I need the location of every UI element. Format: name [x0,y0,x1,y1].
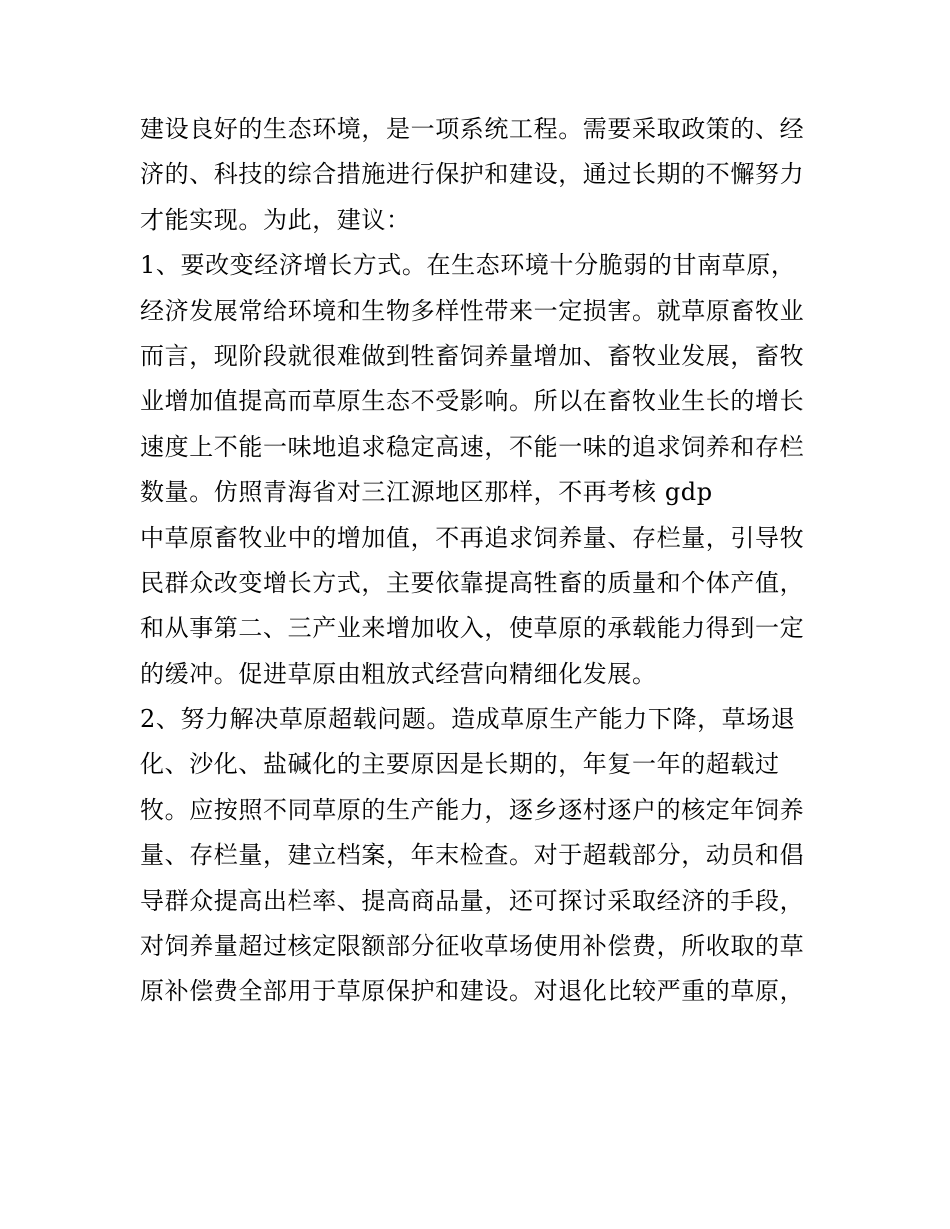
text-line: 1、要改变经济增长方式。在生态环境十分脆弱的甘南草原， [140,251,796,280]
text-line: 经济发展常给环境和生物多样性带来一定损害。就草原畜牧业 [140,296,805,325]
text-line: 的缓冲。促进草原由粗放式经营向精细化发展。 [140,659,657,688]
text-line: 原补偿费全部用于草原保护和建设。对退化比较严重的草原， [140,977,805,1006]
text-line: 速度上不能一味地追求稳定高速，不能一味的追求饲养和存栏 [140,432,805,461]
text-line: 2、努力解决草原超载问题。造成草原生产能力下降，草场退 [140,705,796,734]
text-line: 化、沙化、盐碱化的主要原因是长期的，年复一年的超载过 [140,750,780,779]
text-line: 数量。仿照青海省对三江源地区那样，不再考核 gdp [140,478,713,507]
text-line: 导群众提高出栏率、提高商品量，还可探讨采取经济的手段， [140,886,805,915]
text-line: 业增加值提高而草原生态不受影响。所以在畜牧业生长的增长 [140,387,805,416]
text-line: 和从事第二、三产业来增加收入，使草原的承载能力得到一定 [140,614,805,643]
text-line: 中草原畜牧业中的增加值，不再追求饲养量、存栏量，引导牧 [140,523,805,552]
text-line: 民群众改变增长方式，主要依靠提高牲畜的质量和个体产值， [140,568,805,597]
text-line: 建设良好的生态环境，是一项系统工程。需要采取政策的、经 [140,115,805,143]
text-line: 对饲养量超过核定限额部分征收草场使用补偿费，所收取的草 [140,932,805,961]
text-line: 济的、科技的综合措施进行保护和建设，通过长期的不懈努力 [140,160,805,189]
document-body [140,107,830,1015]
text-line: 才能实现。为此，建议： [140,205,411,234]
text-line: 而言，现阶段就很难做到牲畜饲养量增加、畜牧业发展，畜牧 [140,341,805,370]
text-line: 量、存栏量，建立档案，年末检查。对于超载部分，动员和倡 [140,841,805,870]
text-line: 牧。应按照不同草原的生产能力，逐乡逐村逐户的核定年饲养 [140,795,805,824]
